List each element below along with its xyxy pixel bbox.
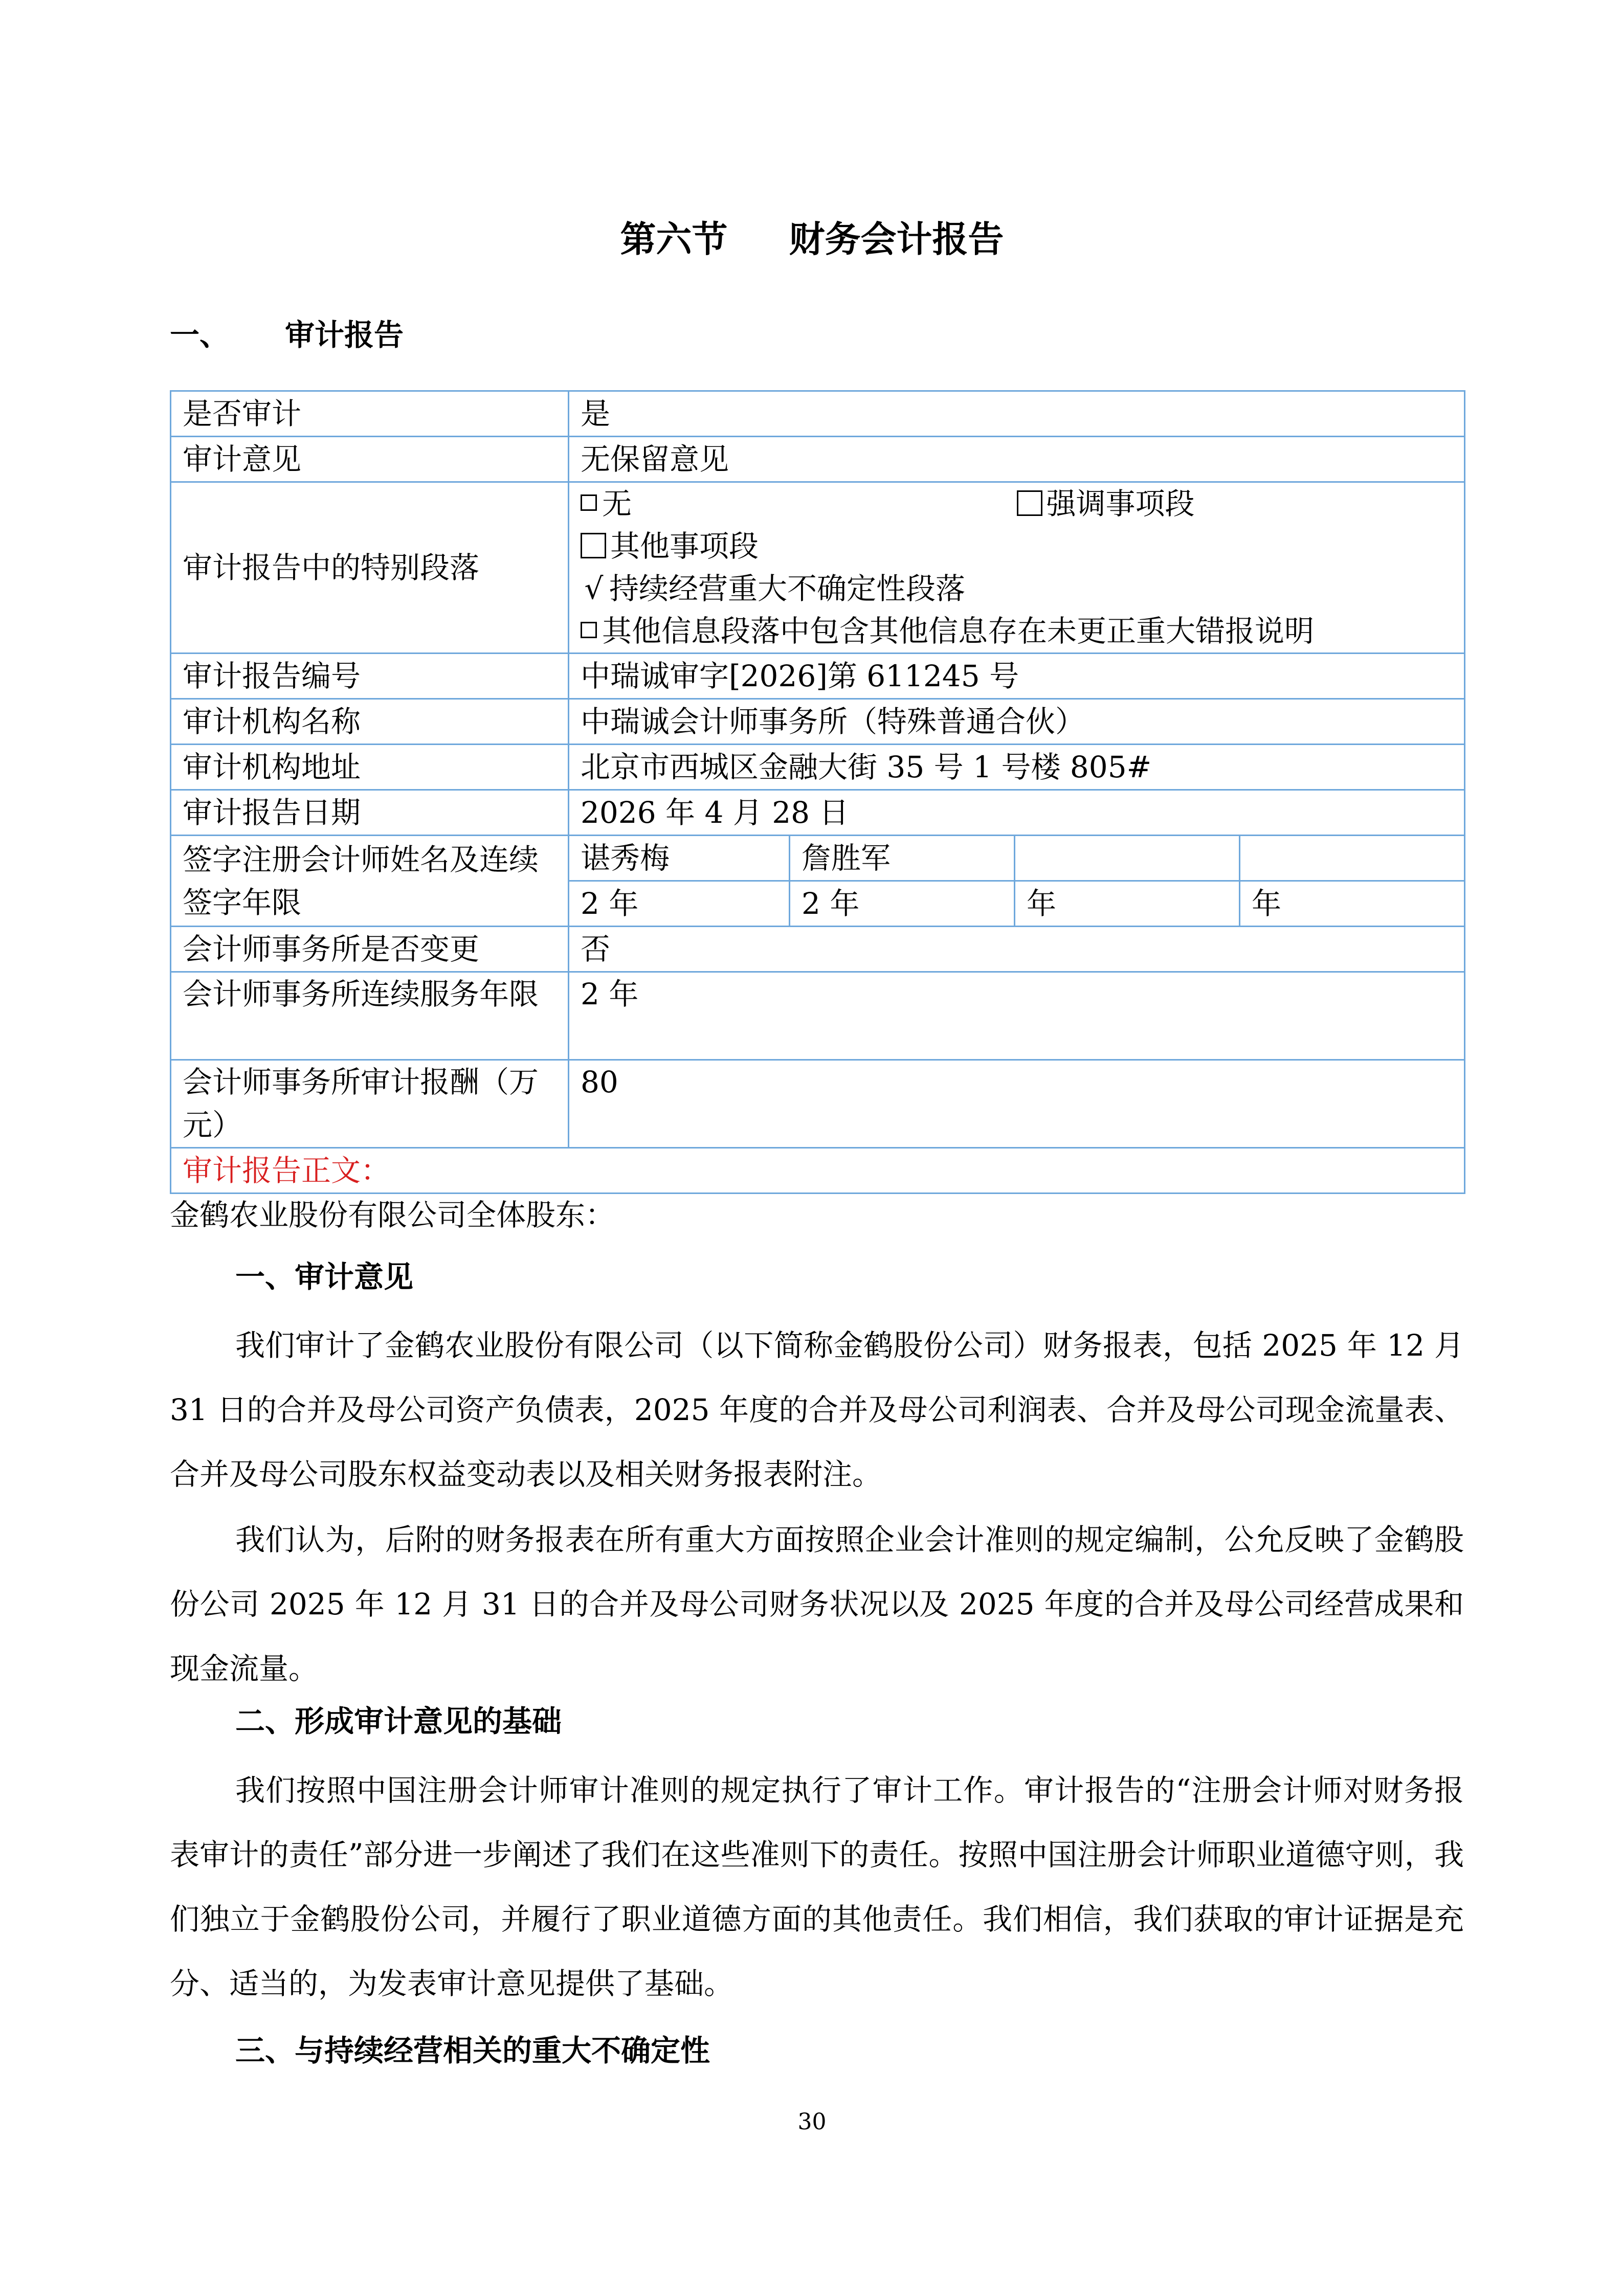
firm-address-value: 北京市西城区金融大街 35 号 1 号楼 805# [569,745,1465,790]
report-date-value: 2026 年 4 月 28 日 [569,790,1465,836]
table-row [171,391,1465,437]
special-paragraph-options [569,482,1465,654]
audited-label: 是否审计 [171,391,569,437]
report-body-label: 审计报告正文： [171,1148,1465,1194]
section-number: 第六节 [620,218,728,260]
special-paragraph-label: 审计报告中的特别段落 [171,482,569,654]
signer-name-4 [1240,836,1465,881]
service-years-value: 2 年 [569,972,1465,1060]
audited-value: 是 [569,391,1465,437]
table-row [171,699,1465,745]
salutation: 金鹤农业股份有限公司全体股东： [170,1198,615,1232]
firm-name-value: 中瑞诚会计师事务所（特殊普通合伙） [569,699,1465,745]
audit-info-table [170,390,1465,1194]
check-mark-icon: √ [584,571,604,606]
checkbox-unchecked-icon [581,533,606,558]
report-no-value: 中瑞诚审字[2026]第 611245 号 [569,654,1465,699]
table-row [171,1060,1465,1148]
signers-label: 签字注册会计师姓名及连续签字年限 [171,836,569,927]
table-row [171,654,1465,699]
signer-years-4: 年 [1240,881,1465,927]
section-name: 财务会计报告 [789,218,1004,260]
option-going-concern: √ 持续经营重大不确定性段落 [581,568,1453,610]
table-row [171,745,1465,790]
table-row [171,836,1465,881]
table-row [171,927,1465,972]
signer-name-2: 詹胜军 [790,836,1015,881]
service-years-label: 会计师事务所连续服务年限 [171,972,569,1060]
paragraph-basis: 我们按照中国注册会计师审计准则的规定执行了审计工作。审计报告的“注册会计师对财务报表审计的责任”部分进一步阐述了我们在这些准则下的责任。按照中国注册会计师职业道德守则，我们独立于金鹤股份公司，并履行了职业道德方面的其他责任。我们相信，我们获取的审计证据是充分、适当的，为发表审计意见提供了基础。 [170,1773,1464,2001]
subsection-title [170,312,404,358]
heading-basis: 二、形成审计意见的基础 [235,1704,562,1739]
checkbox-unchecked-icon [1017,490,1042,516]
firm-address-label: 审计机构地址 [171,745,569,790]
opinion-label: 审计意见 [171,437,569,482]
heading-audit-opinion: 一、审计意见 [235,1259,414,1294]
paragraph-opinion: 我们认为，后附的财务报表在所有重大方面按照企业会计准则的规定编制，公允反映了金鹤股份公司 2025 年 12 月 31 日的合并及母公司财务状况以及 2025 年度的合并及母公司经营成果和现金流量。 [170,1522,1464,1686]
section-title [0,214,1624,265]
subsection-number: 一、 [170,318,230,352]
report-no-label: 审计报告编号 [171,654,569,699]
page-number: 30 [797,2109,827,2135]
signer-years-1: 2 年 [569,881,790,927]
opinion-value: 无保留意见 [569,437,1465,482]
heading-going-concern: 三、与持续经营相关的重大不确定性 [235,2033,710,2068]
option-other-matters: 其他事项段 [581,525,1453,568]
checkbox-unchecked-icon [581,622,597,638]
paragraph-scope: 我们审计了金鹤农业股份有限公司（以下简称金鹤股份公司）财务报表，包括 2025 年 12 月 31 日的合并及母公司资产负债表，2025 年度的合并及母公司利润表、合并及母公司现金流量表、合并及母公司股东权益变动表以及相关财务报表附注。 [170,1328,1464,1492]
option-emphasis: 强调事项段 [1017,483,1453,525]
fee-value: 80 [569,1060,1465,1148]
table-row [171,790,1465,836]
table-row [171,1148,1465,1194]
signer-years-3: 年 [1015,881,1240,927]
signer-name-3 [1015,836,1240,881]
signer-years-2: 2 年 [790,881,1015,927]
fee-label: 会计师事务所审计报酬（万元） [171,1060,569,1148]
firm-changed-value: 否 [569,927,1465,972]
report-date-label: 审计报告日期 [171,790,569,836]
subsection-name: 审计报告 [285,318,404,352]
option-none: 无 [581,483,1017,525]
table-row [171,482,1465,654]
table-row [171,972,1465,1060]
firm-changed-label: 会计师事务所是否变更 [171,927,569,972]
signer-name-1: 谌秀梅 [569,836,790,881]
checkbox-unchecked-icon [581,494,597,511]
firm-name-label: 审计机构名称 [171,699,569,745]
table-row [171,437,1465,482]
option-other-info: 其他信息段落中包含其他信息存在未更正重大错报说明 [581,610,1453,652]
